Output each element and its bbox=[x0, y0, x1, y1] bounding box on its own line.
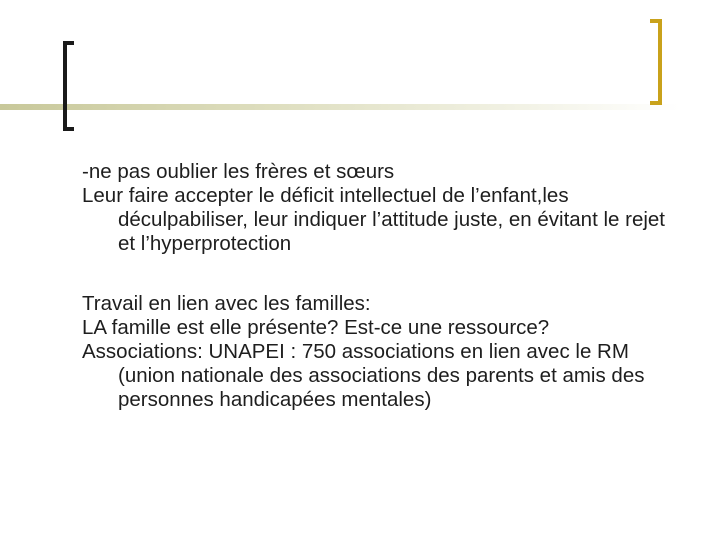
paragraph-siblings: -ne pas oublier les frères et sœurs bbox=[82, 160, 395, 183]
left-bracket-decoration bbox=[63, 41, 74, 131]
paragraph-deficit-acceptance: Leur faire accepter le déficit intellectuel de l’enfant,les déculpabiliser, leur indiquer l’attitude juste, en évitant le rejet et l’hyperprotection bbox=[82, 184, 665, 255]
title-divider-bar bbox=[0, 104, 680, 110]
paragraph-spacer bbox=[82, 256, 682, 292]
slide-body bbox=[82, 160, 682, 412]
paragraph-associations: Associations: UNAPEI : 750 associations en lien avec le RM (union nationale des associations des parents et amis des personnes handicapées mentales) bbox=[82, 340, 645, 411]
paragraph-family-work: Travail en lien avec les familles: bbox=[82, 292, 371, 315]
paragraph-family-presence: LA famille est elle présente? Est-ce une ressource? bbox=[82, 316, 550, 339]
right-bracket-decoration bbox=[650, 19, 662, 105]
